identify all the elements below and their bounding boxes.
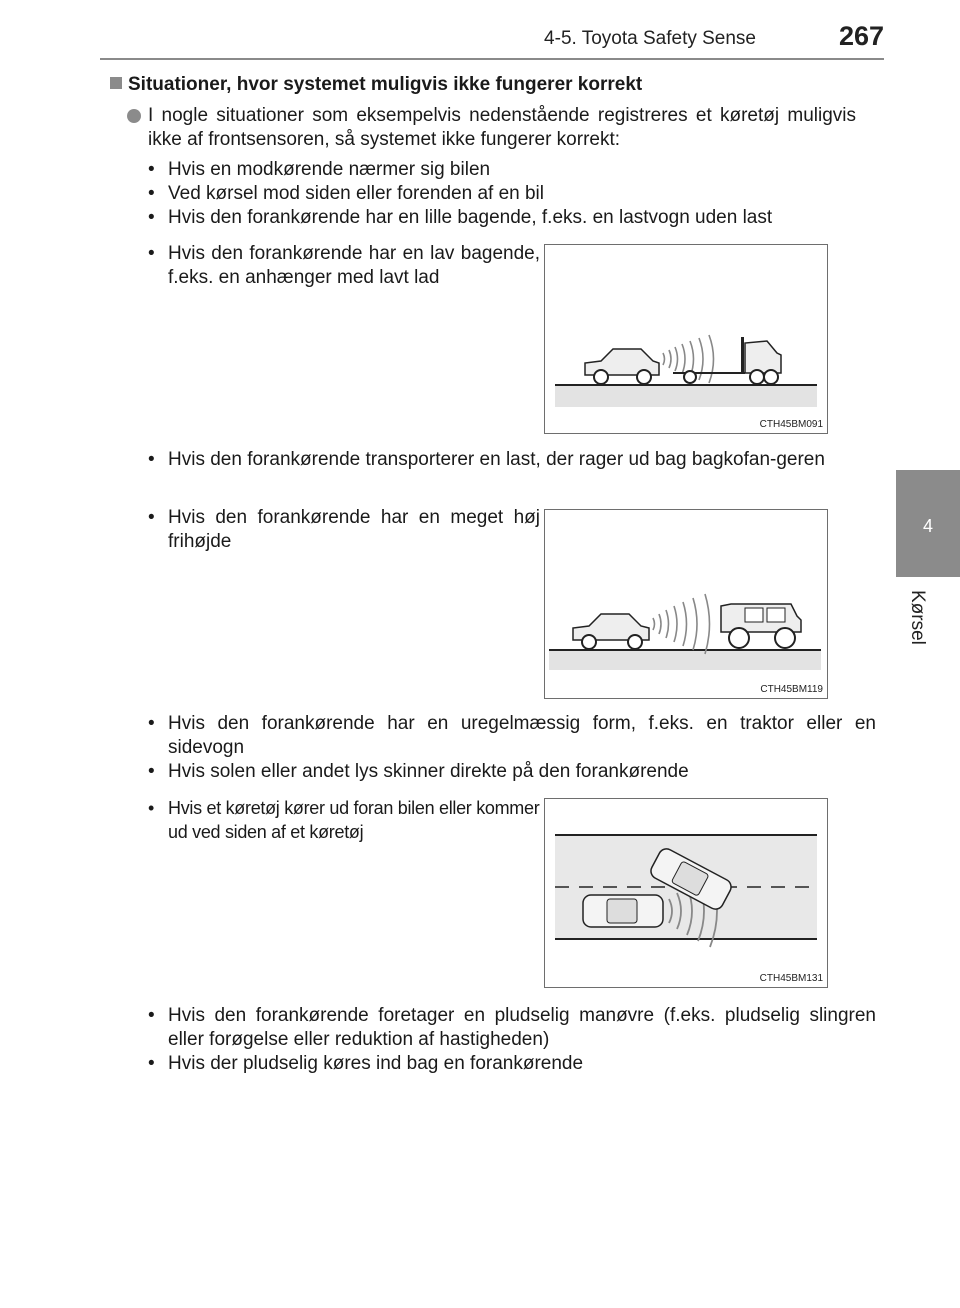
figure-high-clearance [544,509,828,699]
figure-low-trailer [544,244,828,434]
section-title: 4-5. Toyota Safety Sense [544,28,756,49]
circle-bullet-icon [127,109,141,123]
bullet-high-clearance: • Hvis den forankørende har en meget høj frihøjde [148,506,540,554]
bullet-side: • Ved kørsel mod siden eller forenden af en bil [148,182,876,206]
chapter-label [900,590,932,690]
high-clearance-illustration [545,510,827,698]
low-trailer-illustration [545,245,827,433]
square-bullet-icon [110,77,122,89]
section-heading [110,74,642,96]
bullet-cut-in: • Hvis et køretøj kører ud foran bilen eller kommer ud ved siden af et køretøj [148,796,540,844]
bullet-sudden-maneuver: • Hvis den forankørende foretager en pludselig manøvre (f.eks. pludselig slingren eller forøgelse eller reduktion af hastigheden) [148,1004,876,1052]
chapter-number: 4 [922,516,933,536]
bullet-irregular-shape: • Hvis den forankørende har en uregelmæssig form, f.eks. en traktor eller en sidevogn [148,712,876,760]
bullet-sudden-behind: • Hvis der pludselig køres ind bag en forankørende [148,1052,876,1076]
page-number: 267 [838,21,884,51]
bullet-oncoming: • Hvis en modkørende nærmer sig bilen [148,158,876,182]
chapter-tab [896,470,960,577]
intro-text: I nogle situationer som eksempelvis nedenstående registreres et køretøj muligvis ikke af frontsensoren, så systemet ikke fungerer korrekt: [148,105,856,150]
bullet-sunlight: • Hvis solen eller andet lys skinner direkte på den forankørende [148,760,876,784]
header-divider [100,58,884,60]
chapter-label-text: Kørsel [907,590,928,645]
intro-paragraph [148,104,856,152]
figure-code: CTH45BM119 [760,684,823,695]
page-header [0,0,960,56]
cut-in-illustration [545,799,827,987]
bullet-small-rear: • Hvis den forankørende har en lille bagende, f.eks. en lastvogn uden last [148,206,876,230]
figure-code: CTH45BM131 [759,973,823,984]
section-heading-text: Situationer, hvor systemet muligvis ikke fungerer korrekt [128,74,643,95]
figure-cut-in [544,798,828,988]
bullet-protruding-load: • Hvis den forankørende transporterer en last, der rager ud bag bagkofan-geren [148,448,876,472]
bullet-low-rear: • Hvis den forankørende har en lav bagende, f.eks. en anhænger med lavt lad [148,242,540,290]
figure-code: CTH45BM091 [759,419,823,430]
